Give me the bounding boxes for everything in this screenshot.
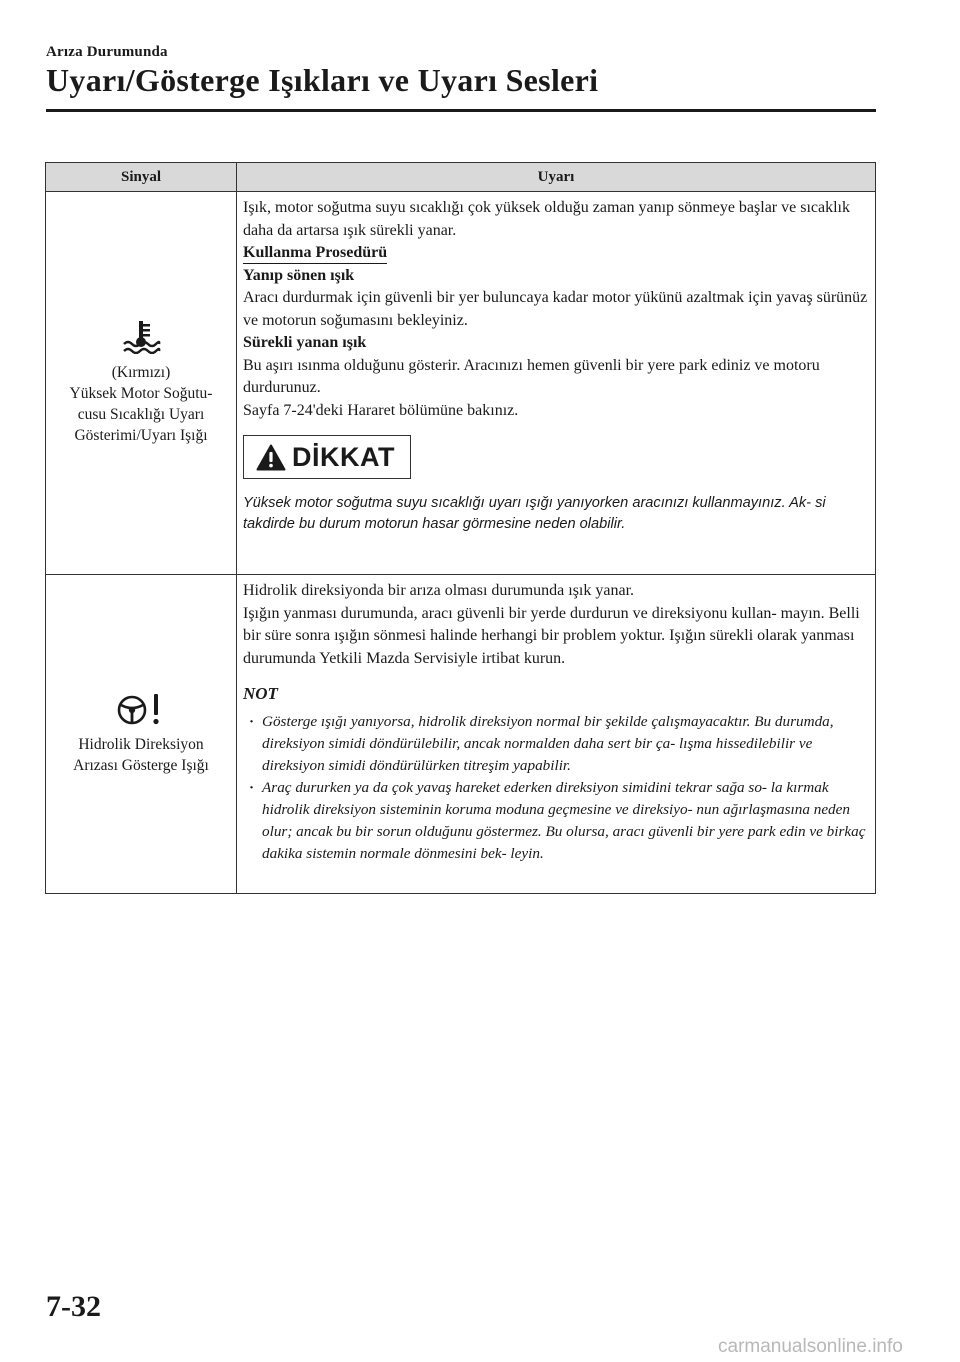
signal-name-line: Hidrolik Direksiyon — [78, 736, 204, 753]
signal-name-line: Gösterimi/Uyarı Işığı — [74, 427, 208, 444]
page-reference: Sayfa 7-24'deki Hararet bölümüne bakınız. — [243, 401, 519, 419]
warning-triangle-icon — [256, 444, 286, 471]
warning-cell — [237, 192, 876, 575]
flashing-text: Aracı durdurmak için güvenli bir yer buluncaya kadar motor yükünü azaltmak için yavaş sürünüz ve motorun soğumasını bekleyiniz. — [243, 289, 868, 329]
signal-cell — [46, 192, 237, 575]
note-item: · Araç dururken ya da çok yavaş hareket ederken direksiyon simidini tekrar sağa so- la kırmak hidrolik direksiyon sisteminin koruma moduna geçmesine ve direksiyo- nun ağırlaşmasına neden olur; ancak bu bir sorun olduğunu göstermez. Bu olursa, aracı güvenli bir yere park edin ve birkaç dakika sistemin normale dönmesini bek- leyin. — [243, 777, 869, 865]
signal-name-line: Yüksek Motor Soğutu- — [69, 385, 213, 402]
warning-lights-table — [45, 162, 876, 894]
page-title: Uyarı/Gösterge Işıkları ve Uyarı Sesleri — [46, 62, 599, 98]
note-list — [243, 711, 869, 865]
warning-intro: Işık, motor soğutma suyu sıcaklığı çok yüksek olduğu zaman yanıp sönmeye başlar ve sıcaklık daha da artarsa ışık sürekli yanar. — [243, 199, 850, 239]
signal-color-label: (Kırmızı) — [111, 364, 171, 381]
signal-name-line: Arızası Gösterge Işığı — [73, 757, 209, 774]
warning-cell — [237, 575, 876, 894]
table-header-row — [46, 163, 876, 192]
table-row — [46, 192, 876, 575]
signal-cell — [46, 575, 237, 894]
note-title: NOT — [243, 684, 278, 703]
page-number: 7-32 — [46, 1290, 101, 1323]
warning-intro: Hidrolik direksiyonda bir arıza olması durumunda ışık yanar. — [243, 582, 635, 599]
steady-heading: Sürekli yanan ışık — [243, 334, 367, 351]
table-row — [46, 575, 876, 894]
caution-label: DİKKAT — [292, 441, 395, 472]
power-steering-malfunction-icon — [115, 692, 167, 726]
note-item: · Gösterge ışığı yanıyorsa, hidrolik direksiyon normal bir şekilde çalışmayacaktır. Bu durumda, direksiyon simidi döndürülebilir, ancak normalden daha sert bir ça- lışma hissedilebilir ve direksiyon simidi döndürülürken titreşim yapabilir. — [243, 711, 869, 777]
warning-detail: Işığın yanması durumunda, aracı güvenli bir yerde durdurun ve direksiyonu kullan- mayın. Belli bir süre sonra ışığın sönmesi halinde herhangi bir problem yoktur. Işığın sürekli olarak yanması durumunda Yetkili Mazda Servisiyle irtibat kurun. — [243, 604, 860, 667]
watermark: carmanualsonline.info — [718, 1336, 903, 1357]
signal-name-line: cusu Sıcaklığı Uyarı — [77, 406, 205, 423]
column-header-signal: Sinyal — [46, 163, 237, 192]
procedure-heading: Kullanma Prosedürü — [243, 243, 387, 264]
flashing-heading: Yanıp sönen ışık — [243, 266, 355, 284]
caution-box — [243, 435, 411, 479]
section-label: Arıza Durumunda — [46, 44, 168, 60]
caution-text: Yüksek motor soğutma suyu sıcaklığı uyarı ışığı yanıyorken aracınızı kullanmayınız. Ak- si takdirde bu durum motorun hasar görmesine neden olabilir. — [243, 495, 826, 532]
steady-text: Bu aşırı ısınma olduğunu gösterir. Aracınızı hemen güvenli bir yere park ediniz ve motoru durdurunuz. — [243, 356, 820, 396]
column-header-warning: Uyarı — [237, 163, 876, 192]
title-rule — [46, 109, 876, 112]
engine-coolant-temperature-icon — [121, 320, 161, 354]
